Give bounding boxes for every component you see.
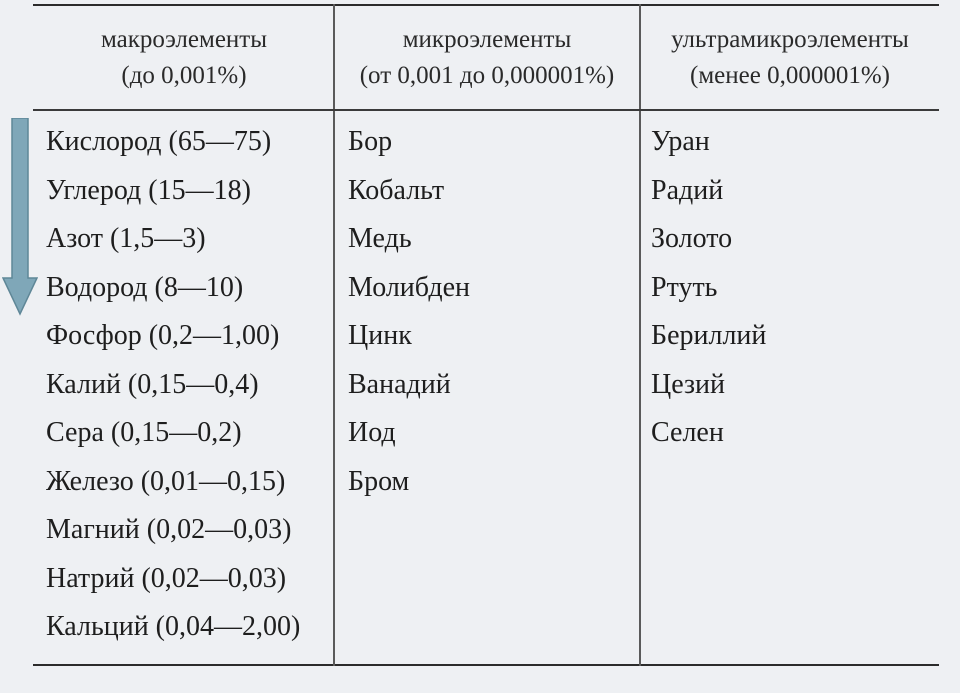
table-cell: Молибден [348,271,470,303]
table-cell: Кобальт [348,174,445,206]
header-divider [33,109,939,111]
table-cell: Магний (0,02—0,03) [46,514,292,545]
table-cell: Цинк [348,320,412,351]
down-arrow-icon [2,118,38,316]
header-subtitle: (от 0,001 до 0,000001%) [359,62,615,89]
macro-list [46,118,300,652]
header-ultramicro [641,22,939,94]
header-title: макроэлементы [100,26,268,53]
table-cell: Натрий (0,02—0,03) [46,562,287,594]
table-cell: Иод [348,417,396,448]
table-cell: Золото [651,223,733,254]
ultramicro-list [651,118,766,458]
column-divider [639,4,641,666]
table-cell: Углерод (15—18) [46,174,251,206]
header-subtitle: (менее 0,000001%) [690,62,890,89]
down-arrow-shape [3,118,37,314]
table-cell: Кислород (65—75) [46,126,272,157]
header-title: ультрамикроэлементы [671,26,909,53]
table-cell: Фосфор (0,2—1,00) [46,320,280,351]
table-cell: Бор [348,126,393,157]
table-cell: Сера (0,15—0,2) [46,417,242,448]
header-title: микроэлементы [402,26,572,53]
table-cell: Азот (1,5—3) [46,223,206,254]
header-subtitle: (до 0,001%) [121,62,247,89]
table-cell: Калий (0,15—0,4) [46,368,259,400]
table-cell: Радий [651,174,724,206]
table-cell: Кальций (0,04—2,00) [46,611,301,642]
table-cell: Ртуть [651,271,718,303]
table-cell: Селен [651,417,724,448]
column-divider [333,4,335,666]
micro-list [348,118,470,506]
table-cell: Медь [348,223,412,254]
table-cell: Водород (8—10) [46,271,244,303]
table-cell: Железо (0,01—0,15) [46,465,286,497]
table-cell: Уран [651,126,710,157]
header-macro [35,22,333,94]
header-micro [335,22,639,94]
table-cell: Ванадий [348,368,451,400]
table-cell: Бром [348,465,410,497]
table-cell: Бериллий [651,320,767,351]
table-cell: Цезий [651,368,726,400]
